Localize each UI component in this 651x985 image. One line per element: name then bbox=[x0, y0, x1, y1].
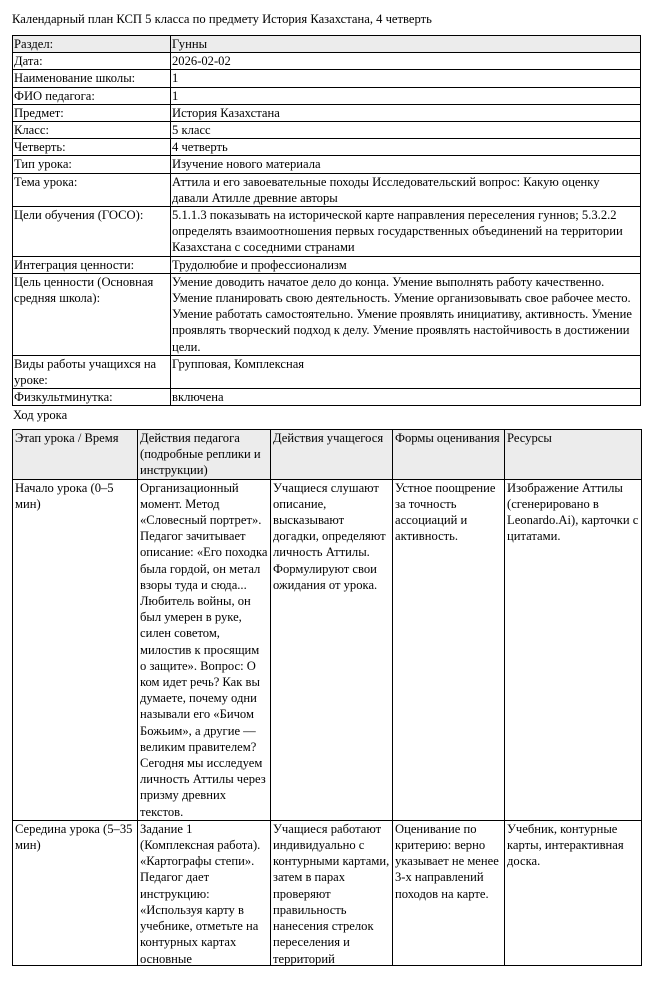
info-row bbox=[13, 122, 641, 139]
info-value: 5.1.1.3 показывать на исторической карте направления переселения гуннов; 5.3.2.2 определять взаимоотношения первых государственных объединений на территории Казахстана с соседними странами bbox=[171, 207, 641, 257]
info-label: Тип урока: bbox=[13, 156, 171, 173]
teacher-actions-cell: Организационный момент. Метод «Словесный портрет». Педагог зачитывает описание: «Его походка была гордой, он метал взоры туда и сюда... Любитель войны, он был умерен в руке, силен советом, милостив к просящим о защите». Вопрос: О ком идет речь? Как вы думаете, почему одни называли его «Бичом Божьим», а другие — великим правителем? Сегодня мы исследуем личность Аттилы через призму древних текстов. bbox=[138, 479, 271, 820]
info-label: Тема урока: bbox=[13, 173, 171, 206]
lesson-info-table bbox=[12, 35, 641, 406]
plan-header-row bbox=[13, 430, 642, 480]
info-row bbox=[13, 70, 641, 87]
resources-cell: Учебник, контурные карты, интерактивная доска. bbox=[507, 821, 624, 869]
info-value: История Казахстана bbox=[171, 104, 641, 121]
info-row bbox=[13, 389, 641, 406]
info-label: Физкультминутка: bbox=[13, 389, 171, 406]
document-title: Календарный план КСП 5 класса по предмету История Казахстана, 4 четверть bbox=[12, 12, 432, 26]
info-row bbox=[13, 355, 641, 388]
info-row bbox=[13, 156, 641, 173]
teacher-actions-cell: Задание 1 (Комплексная работа). «Картографы степи». Педагог дает инструкцию: «Используя карту в учебнике, отметьте на контурных картах основные bbox=[140, 821, 261, 965]
info-value: Умение доводить начатое дело до конца. Умение выполнять работу качественно. Умение планировать свою деятельность. Умение организовывать свое рабочее место. Умение работать самостоятельно. Умение проявлять инициативу, активность. Умение проявлять творческий подход к делу. Умение проявлять настойчивость в достижении цели. bbox=[171, 273, 641, 355]
info-value: Трудолюбие и профессионализм bbox=[171, 256, 641, 273]
info-row bbox=[13, 53, 641, 70]
header-assessment: Формы оценивания bbox=[393, 430, 505, 480]
info-label: Интеграция ценности: bbox=[13, 256, 171, 273]
info-value: 5 класс bbox=[171, 122, 641, 139]
student-actions-cell: Учащиеся работают индивидуально с контурными картами, затем в парах проверяют правильность нанесения стрелок переселения и территорий bbox=[273, 821, 390, 965]
resources-cell: Изображение Аттилы (сгенерировано в Leonardo.Ai), карточки с цитатами. bbox=[505, 479, 642, 820]
info-row bbox=[13, 256, 641, 273]
table-row bbox=[13, 820, 642, 965]
header-resources: Ресурсы bbox=[505, 430, 642, 480]
header-stage: Этап урока / Время bbox=[13, 430, 138, 480]
info-value: 1 bbox=[171, 70, 641, 87]
info-label: Четверть: bbox=[13, 139, 171, 156]
info-label: Виды работы учащихся на уроке: bbox=[13, 355, 171, 388]
info-value: Аттила и его завоевательные походы Исследовательский вопрос: Какую оценку давали Атилле древние авторы bbox=[171, 173, 641, 206]
lesson-plan-table bbox=[12, 429, 642, 966]
stage-cell: Середина урока (5–35 мин) bbox=[15, 821, 133, 853]
header-student-actions: Действия учащегося bbox=[271, 430, 393, 480]
header-teacher-actions: Действия педагога (подробные реплики и инструкции) bbox=[138, 430, 271, 480]
info-value: включена bbox=[171, 389, 641, 406]
assessment-cell: Устное поощрение за точность ассоциаций и активность. bbox=[393, 479, 505, 820]
stage-cell: Начало урока (0–5 мин) bbox=[13, 479, 138, 820]
info-label: Класс: bbox=[13, 122, 171, 139]
info-row bbox=[13, 36, 641, 53]
info-row bbox=[13, 273, 641, 355]
info-value: 2026-02-02 bbox=[171, 53, 641, 70]
info-value: Изучение нового материала bbox=[171, 156, 641, 173]
info-label: Цели обучения (ГОСО): bbox=[13, 207, 171, 257]
info-label: Дата: bbox=[13, 53, 171, 70]
info-label: ФИО педагога: bbox=[13, 87, 171, 104]
info-label: Цель ценности (Основная средняя школа): bbox=[13, 273, 171, 355]
table-row bbox=[13, 479, 642, 820]
info-label: Предмет: bbox=[13, 104, 171, 121]
info-row bbox=[13, 104, 641, 121]
lesson-flow-label: Ход урока bbox=[13, 408, 68, 422]
info-row bbox=[13, 173, 641, 206]
assessment-cell: Оценивание по критерию: верно указывает не менее 3-х направлений походов на карте. bbox=[395, 821, 499, 901]
info-value: 4 четверть bbox=[171, 139, 641, 156]
info-row bbox=[13, 207, 641, 257]
info-row bbox=[13, 87, 641, 104]
info-value: Групповая, Комплексная bbox=[171, 355, 641, 388]
info-value: 1 bbox=[171, 87, 641, 104]
student-actions-cell: Учащиеся слушают описание, высказывают догадки, определяют личность Аттилы. Формулируют свои ожидания от урока. bbox=[271, 479, 393, 820]
info-label: Наименование школы: bbox=[13, 70, 171, 87]
info-label: Раздел: bbox=[13, 36, 171, 53]
info-value: Гунны bbox=[171, 36, 641, 53]
info-row bbox=[13, 139, 641, 156]
